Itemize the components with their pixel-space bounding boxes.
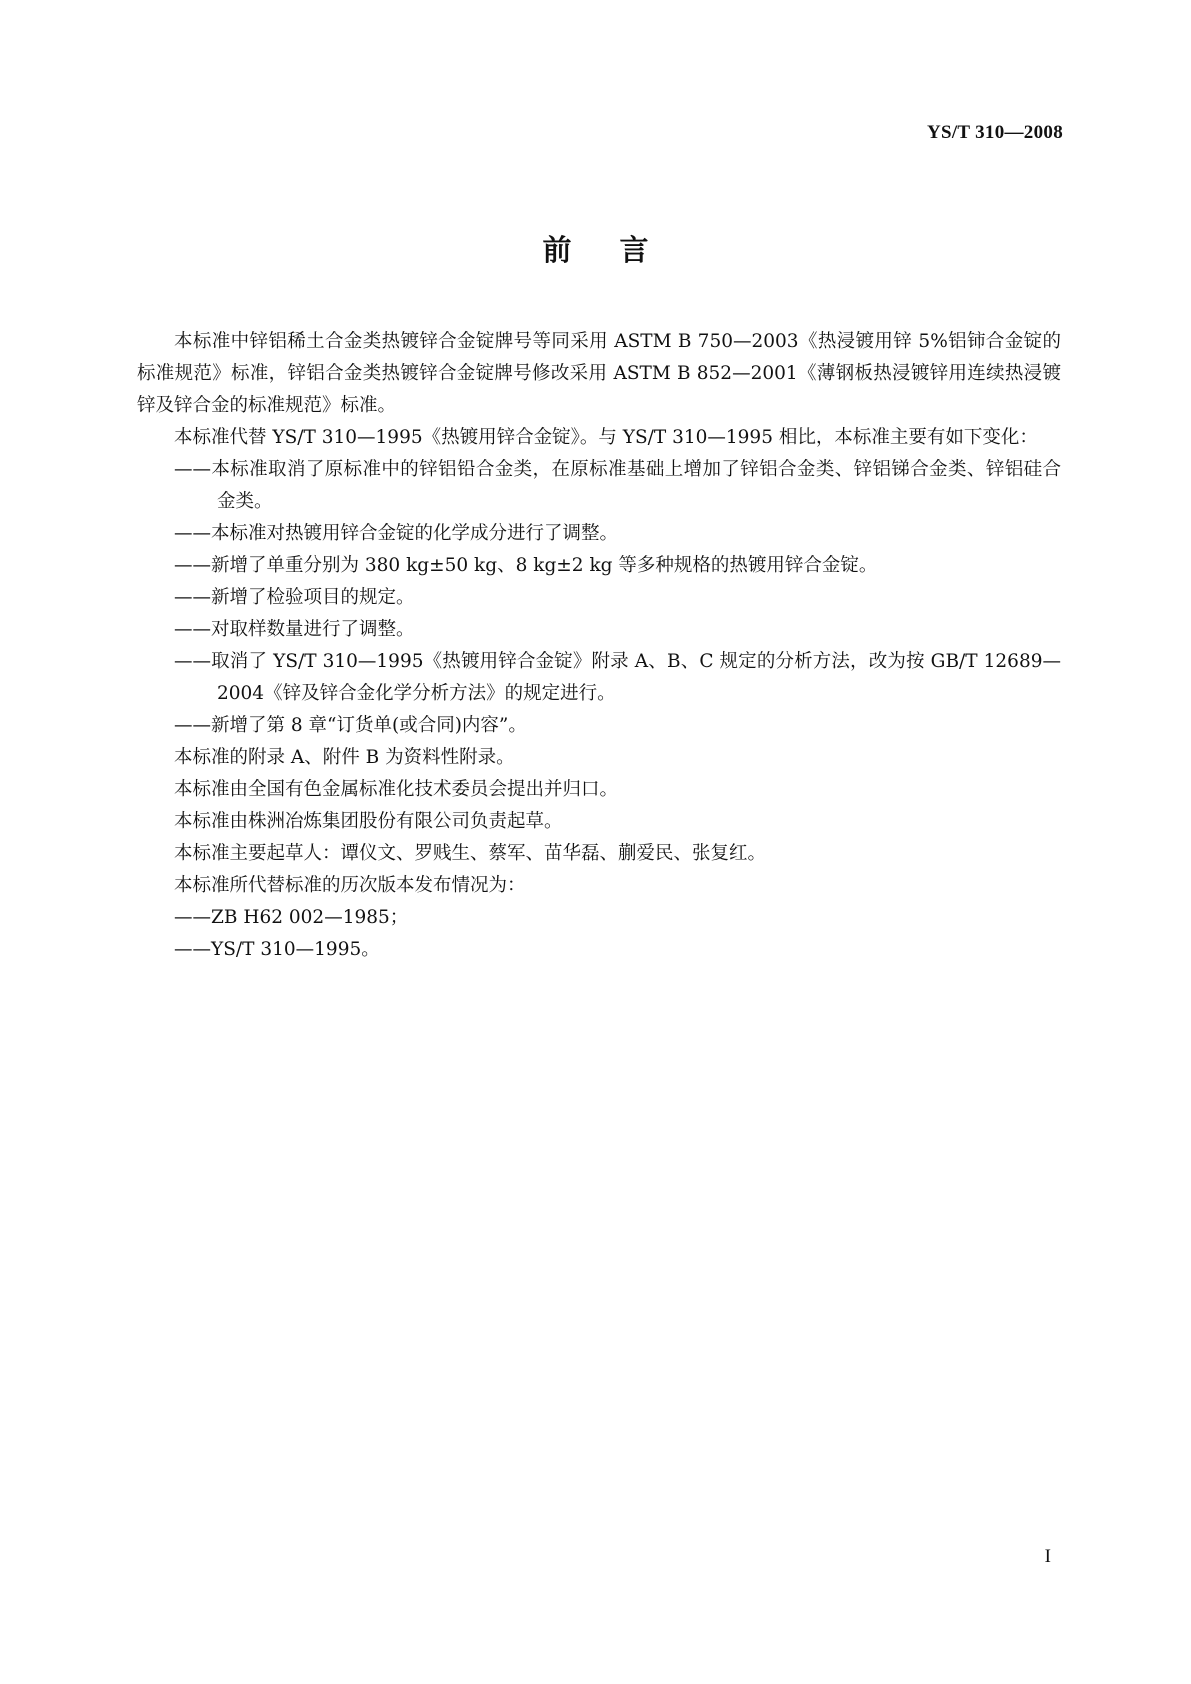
note-drafters: 本标准主要起草人：谭仪文、罗贱生、蔡军、苗华磊、蒯爱民、张复红。 [174,843,767,864]
note-committee: 本标准由全国有色金属标准化技术委员会提出并归口。 [174,779,619,800]
note-history-intro: 本标准所代替标准的历次版本发布情况为： [174,875,526,896]
change-item-4: ——新增了检验项目的规定。 [174,587,415,608]
document-code: YS/T 310—2008 [926,122,1063,143]
change-item-3: ——新增了单重分别为 380 kg±50 kg、8 kg±2 kg 等多种规格的热镀用锌合金锭。 [174,555,878,576]
paragraph-adoption: 本标准中锌铝稀土合金类热镀锌合金锭牌号等同采用 ASTM B 750—2003《热浸镀用锌 5%铝铈合金锭的标准规范》标准，锌铝合金类热镀锌合金锭牌号修改采用 ASTM B 852—2001《薄钢板热浸镀锌用连续热浸镀锌及锌合金的标准规范》标准。 [137,331,1061,416]
change-item-5: ——对取样数量进行了调整。 [174,619,415,640]
note-appendix: 本标准的附录 A、附件 B 为资料性附录。 [174,747,515,768]
change-item-1: ——本标准取消了原标准中的锌铝铅合金类，在原标准基础上增加了锌铝合金类、锌铝锑合金类、锌铝硅合金类。 [174,459,1061,512]
page-title: 前言 [542,233,697,267]
foreword-body [137,326,1061,966]
history-item-2: ——YS/T 310—1995。 [174,939,380,960]
change-item-6: ——取消了 YS/T 310—1995《热镀用锌合金锭》附录 A、B、C 规定的分析方法，改为按 GB/T 12689—2004《锌及锌合金化学分析方法》的规定进行。 [174,651,1061,704]
change-item-7: ——新增了第 8 章“订货单(或合同)内容”。 [174,715,527,736]
change-item-2: ——本标准对热镀用锌合金锭的化学成分进行了调整。 [174,523,619,544]
page-number: I [1044,1546,1051,1567]
note-drafting-unit: 本标准由株洲冶炼集团股份有限公司负责起草。 [174,811,563,832]
history-item-1: ——ZB H62 002—1985； [174,907,409,928]
paragraph-replacement: 本标准代替 YS/T 310—1995《热镀用锌合金锭》。与 YS/T 310—1995 相比，本标准主要有如下变化： [174,427,1038,448]
